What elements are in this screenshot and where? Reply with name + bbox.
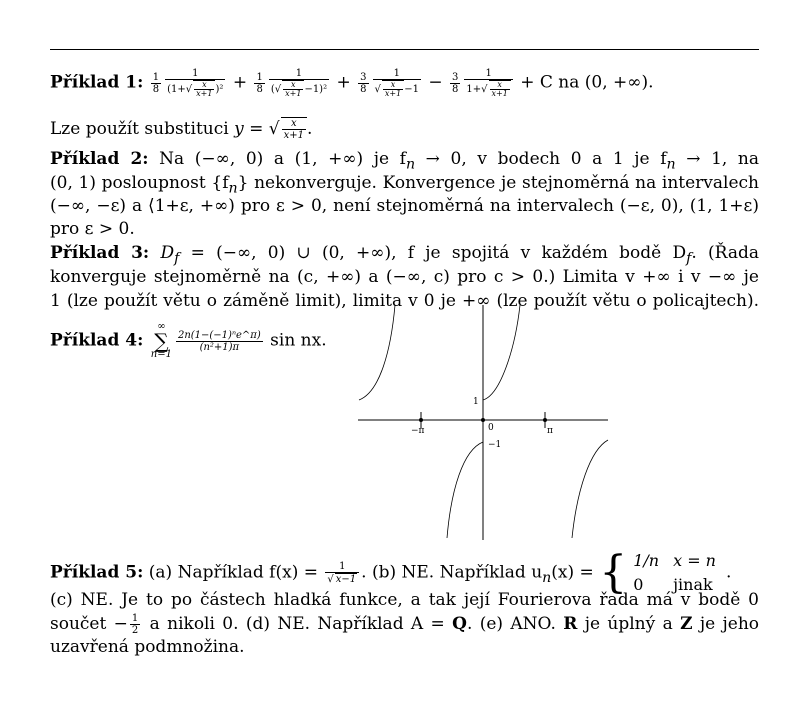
example-3-line-2: konverguje stejnoměrně na (c, +∞) a (−∞, c) pro c > 0.) Limita v +∞ i v −∞ je [50, 267, 759, 287]
point-minus-pi [419, 418, 423, 422]
frac-f: $\frac{1}{√ x-1}$ [325, 561, 359, 585]
example-3-line-1: Příklad 3: $D_f$ = (−∞, 0) ∪ (0, +∞), f je spojitá v každém bodě $D_f$. (Řada [50, 243, 760, 267]
example-4-formula: Příklad 4: ∞ ∑ n=1 $\frac{\text{2n(1−(−1)ⁿe\textasciicircum{}π)}}{\text{(n²+1)π}}$ sin nx. [50, 321, 327, 360]
example-3-line-3: 1 (lze použít větu o záměně limit), limita v 0 je +∞ (lze použít větu o policajtech). [50, 291, 759, 311]
frac-term-4: 1 1+√ $\frac{x}{x+1}$ [464, 68, 512, 98]
label-zero: 0 [488, 423, 494, 433]
label-minus-pi: −π [411, 426, 425, 436]
frac-1-8-b: $\frac{1}{8}$ [256, 71, 263, 95]
frac-3-8: $\frac{3}{8}$ [360, 71, 367, 95]
example-2-line-1: Příklad 2: Na (−∞, 0) a (1, +∞) je $f_n \to 0$, v bodech 0 a 1 je $f_n \to 1$, na [50, 149, 760, 173]
curve-center-lower [447, 442, 483, 538]
frac-term-3: 1 √ $\frac{x}{x+1}$ −1 [374, 68, 419, 98]
frac-term-1: 1 (1+√ $\frac{x}{x+1}$ )² [167, 68, 224, 98]
example-1-label: Příklad 1: [50, 72, 144, 93]
label-one: 1 [473, 397, 479, 407]
example-5-label: Příklad 5: [50, 562, 144, 583]
example-3-label: Příklad 3: [50, 243, 150, 263]
function-graph [355, 300, 615, 545]
label-minus-one: −1 [488, 440, 502, 450]
example-1-tail: + C na (0, +∞). [520, 72, 654, 93]
cases-table: 1/n x = n 0 jinak [633, 551, 716, 594]
frac-half: $\frac{1}{2}$ [131, 613, 139, 636]
curve-right-lower [572, 440, 608, 538]
frac-term-2: 1 (√ $\frac{x}{x+1}$ −1)² [270, 68, 328, 98]
example-5-line-2: (c) NE. Je to po částech hladká funkce, a tak její Fourierova řada má v bodě 0 [50, 590, 759, 610]
cases-brace: { [599, 547, 628, 598]
label-pi: π [547, 426, 553, 436]
example-1-substitution: Lze použít substituci y = √ $\frac{x}{x+1}$ . [50, 118, 313, 141]
example-4-label: Příklad 4: [50, 330, 144, 351]
example-2-line-4: pro ε > 0. [50, 219, 135, 239]
point-origin [481, 418, 485, 422]
curve-left-upper [359, 305, 395, 400]
frac-3-8-b: $\frac{3}{8}$ [452, 71, 459, 95]
point-pi [543, 418, 547, 422]
top-rule [50, 49, 759, 50]
example-2-line-2: (0, 1) posloupnost $\{f_n\}$ nekonverguje. Konvergence je stejnoměrná na intervalech [50, 173, 759, 197]
example-2-line-3: (−∞, −ε) a ⟨1+ε, +∞) pro ε > 0, není stejnoměrná na intervalech (−ε, 0), (1, 1+ε) [50, 196, 759, 216]
sum-term-fraction: $\frac{\text{2n(1−(−1)ⁿe\textasciicircum{}π)}}{\text{(n²+1)π}}$ [177, 329, 261, 353]
frac-1-8: $\frac{1}{8}$ [152, 71, 160, 95]
example-1-formula: Příklad 1: $\frac{1}{8}$ 1 (1+√ $\frac{x}{x+1}$ )² + $\frac{1}{8}$ 1 (√ $\frac{x}{x+1}$ −1)² + $\frac{3}{8}$ 1 √ $\frac{x}{x+1}$ −1 − $\frac{3}{8}$ 1 1+√ $\frac{x}{x+1}$ + C na (0, +∞). [50, 68, 654, 98]
example-5-line-4: uzavřená podmnožina. [50, 637, 245, 657]
example-2-label: Příklad 2: [50, 149, 149, 169]
example-5-line-1: Příklad 5: (a) Například f(x) = $\frac{1}{√ x-1}$ . (b) NE. Například $u_n(x)$ = { 1/n x = n 0 jinak. [50, 547, 732, 598]
example-5-line-3: součet − $\frac{1}{2}$ a nikoli 0. (d) NE. Například A = Q. (e) ANO. R je úplný a Z je jeho [50, 613, 760, 636]
sum-symbol: ∞ ∑ n=1 [150, 321, 172, 360]
curve-center-upper [483, 305, 520, 400]
